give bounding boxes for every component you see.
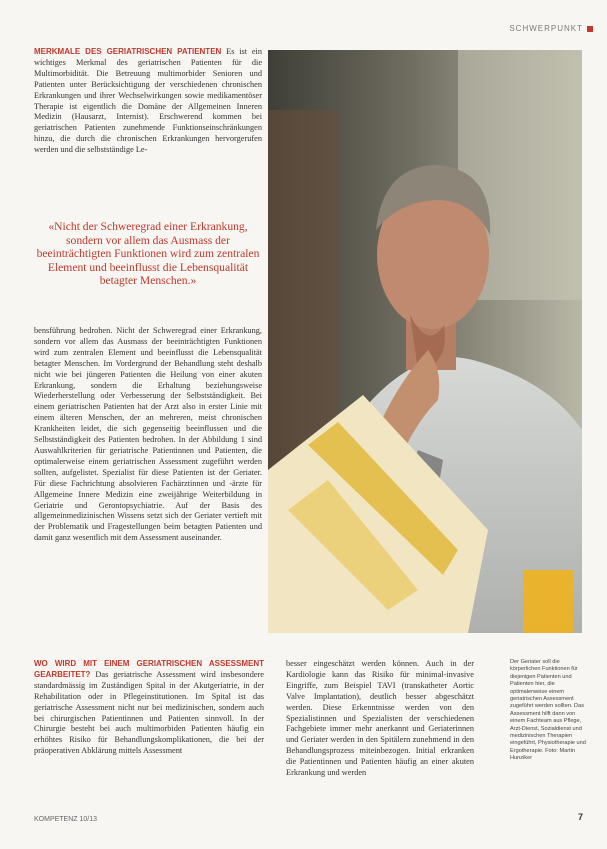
portrait-photo-image — [268, 50, 582, 633]
section-label: SCHWERPUNKT — [509, 24, 583, 33]
section-marker-icon — [587, 26, 593, 32]
footer-publication: KOMPETENZ 10/13 — [34, 816, 98, 823]
section2-col2: besser eingeschätzt werden können. Auch in der Kardiologie kann das Risiko für minimal-invasive Eingriffe, zum Beispiel TAVI (transkatheter Aortic Valve Implantation), deutlich besser abgeschätzt werden. Diese Erkenntnisse werden von den Spezialistinnen und Spezialisten der verschiedenen Fachgebiete immer mehr anerkannt und Geriaterinnen und Geriater werden in den Spitälern zunehmend in den Behandlungsprozess miteinbezogen. Initial erkranken die Patientinnen und Patienten häufig an einer akuten Erkrankung und werden — [286, 659, 474, 778]
section2-col1-text: Das geriatrische Assessment wird insbesondere standardmässig im Zuständigen Spital in der Akutgeriatrie, in der Rehabilitation oder in Pflegeinstitutionen. Im Spital ist das geriatrische Assessment nicht nur bei medizinischen, sondern auch bei chirurgischen Patientinnen und Patienten sinnvoll. In der Chirurgie besteht bei auch multimorbiden Patienten häufig ein erhöhtes Risiko für Behandlungskomplikationen, die bei der präoperativen Abklärung mittels Assessment — [34, 669, 264, 756]
section2-heading: WO WIRD MIT EINEM GERIATRISCHEN ASSESSMENT GEARBEITET? — [34, 659, 264, 679]
page-number: 7 — [577, 812, 583, 822]
portrait-photo — [268, 50, 582, 633]
intro-paragraph — [34, 47, 262, 156]
section2-col1 — [34, 659, 264, 757]
main-text: bensführung bedrohen. Nicht der Schweregrad einer Erkrankung, sondern vor allem das Ausmass der beeinträchtigten Funktionen wird zum zentralen Element und beeinflusst die Lebensqualität betagter Menschen. Im Vordergrund der Behandlung steht deshalb nicht wie bei jüngeren Patienten die Heilung von einer akuten Erkrankung, sondern die Erhaltung beziehungsweise Wiederherstellung oder Verbesserung der Selbstständigkeit. Bei einem geriatrischen Patienten hat der Arzt also in erster Linie mit einem älteren Menschen, der an mehreren, meist chronischen Krankheiten leidet, die sich gegenseitig beeinflussen und die Selbstständigkeit des Patienten bedrohen. In der Abbildung 1 sind Auswahlkriterien für geriatrische Patientinnen und Patienten, die optimalerweise einem geriatrischen Assessment zugeführt werden sollten, aufgelistet. Spezialist für diese Patienten ist der Geriater. Für diese Fachrichtung absolvieren Fachärztinnen und -ärzte für Allgemeine Innere Medizin eine zweijährige Weiterbildung in Geriatrie und Gerontopsychiatrie. Auf der Basis des allgemeinmedizinischen Wissens setzt sich der Geriater vertieft mit der Problematik und Fragestellungen beim betagten Patienten und damit ganz wesentlich mit dem Assessment auseinander. — [34, 326, 262, 543]
pull-quote: «Nicht der Schweregrad einer Erkrankung, sondern vor allem das Ausmass der beeinträchtigten Funktionen wird zum zentralen Element und beeinflusst die Lebensqualität betagter Menschen.» — [36, 220, 260, 288]
intro-lead: MERKMALE DES GERIATRISCHEN PATIENTEN — [34, 47, 222, 56]
section-header — [509, 24, 593, 33]
photo-caption: Der Geriater soll die körperlichen Funktionen für diejenigen Patienten und Patienten hier, die optimalerweise einem geriatrischen Assessment zugeführt werden sollten. Das Assessment hilft dann von einem Fachteam aus Pflege, Arzt-Dienst, Sozialdienst und medizinischen Therapien eingeführt, Physiotherapie und Ergotherapie. Foto: Martin Hunziker — [510, 659, 586, 762]
intro-body: Es ist ein wichtiges Merkmal des geriatrischen Patienten für die Multimorbidität. Die Betreuung multimorbider Senioren und Patienten unter Berücksichtigung der verschiedenen chronischen Erkrankungen und ihrer Wechselwirkungen sowie medikamentöser Therapie ist eigentlich die Domäne der Allgemeinen Inneren Medizin (Hausarzt, Internist). Erschwerend kommen bei geriatrischen Patienten zunehmende Funktionseinschränkungen hinzu, die durch die chronischen Erkrankungen hervorgerufen werden und die selbstständige Le- — [34, 47, 263, 155]
